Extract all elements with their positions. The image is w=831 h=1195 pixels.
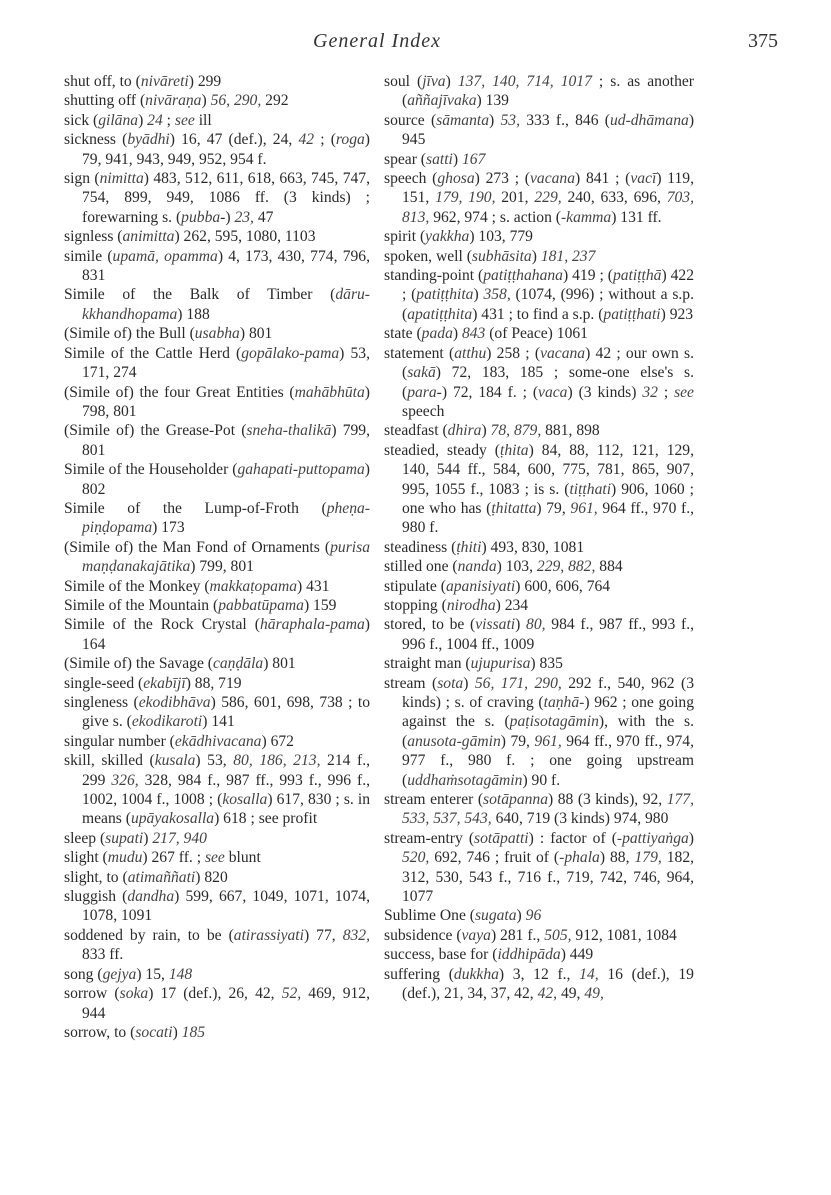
index-entry: steadied, steady (ṭhita) 84, 88, 112, 121, 129, 140, 544 ff., 584, 600, 775, 781, 865, 907, 995, 1055 f., 1083 ; is s. (tiṭṭhati) 906, 1060 ; one who has (ṭhitatta) 79, 961, 964 ff., 970 f., 980 f. (384, 441, 695, 537)
index-entry: skill, skilled (kusala) 53, 80, 186, 213, 214 f., 299 326, 328, 984 f., 987 ff., 993 f., 996 f., 1002, 1004 f., 1008 ; (kosalla) 617, 830 ; s. in means (upāyakosalla) 618 ; see profit (64, 752, 370, 828)
index-column-left (64, 72, 370, 1042)
index-entry: stream-entry (sotāpatti) : factor of (-pattiyaṅga) 520, 692, 746 ; fruit of (-phala) 88, 179, 182, 312, 530, 543 f., 716 f., 719, 742, 746, 964, 1077 (384, 829, 695, 906)
index-entry: Simile of the Mountain (pabbatūpama) 159 (64, 596, 337, 614)
page-number: 375 (748, 30, 778, 52)
index-entry: steadiness (ṭhiti) 493, 830, 1081 (384, 538, 585, 556)
index-entry: Simile of the Cattle Herd (gopālako-pama) 53, 171, 274 (64, 344, 371, 382)
index-entry: spoken, well (subhāsita) 181, 237 (384, 247, 596, 265)
index-entry: stored, to be (vissati) 80, 984 f., 987 ff., 993 f., 996 f., 1004 ff., 1009 (384, 616, 694, 653)
index-entry: straight man (ujupurisa) 835 (384, 655, 563, 673)
index-entry: source (sāmanta) 53, 333 f., 846 (ud-dhāmana) 945 (384, 111, 695, 149)
index-entry: soul (jīva) 137, 140, 714, 1017 ; s. as another (aññajīvaka) 139 (384, 73, 694, 110)
index-entry: singleness (ekodibhāva) 586, 601, 698, 738 ; to give s. (ekodikaroti) 141 (64, 694, 370, 731)
index-entry: spirit (yakkha) 103, 779 (384, 228, 533, 246)
index-entry: state (pada) 843 (of Peace) 1061 (384, 325, 588, 343)
index-entry: (Simile of) the Savage (caṇḍāla) 801 (64, 655, 296, 673)
index-entry: shut off, to (nivāreti) 299 (64, 73, 222, 90)
index-entry: steadfast (dhira) 78, 879, 881, 898 (384, 422, 600, 440)
index-entry: sorrow (soka) 17 (def.), 26, 42, 52, 469, 912, 944 (64, 985, 371, 1022)
index-entry: stipulate (apanisiyati) 600, 606, 764 (384, 577, 611, 595)
index-entry: stream enterer (sotāpanna) 88 (3 kinds), 92, 177, 533, 537, 543, 640, 719 (3 kinds) 974, 980 (384, 791, 694, 828)
page-header (0, 30, 831, 60)
index-entry: stream (sota) 56, 171, 290, 292 f., 540, 962 (3 kinds) ; s. of craving (taṇhā-) 962 ; one going against the s. (paṭisotagāmin), with the s. (anusota-gāmin) 79, 961, 964 ff., 970 ff., 974, 977 f., 980 f. ; one going upstream (uddhaṁsotagāmin) 90 f. (384, 674, 695, 789)
index-entry: suffering (dukkha) 3, 12 f., 14, 16 (def.), 19 (def.), 21, 34, 37, 42, 42, 49, 49, (384, 965, 694, 1003)
index-entry: (Simile of) the Grease-Pot (sneha-thalikā) 799, 801 (64, 422, 370, 459)
index-entry: speech (ghosa) 273 ; (vacana) 841 ; (vacī) 119, 151, 179, 190, 201, 229, 240, 633, 696, 703, 813, 962, 974 ; s. action (-kamma) 131 ff. (384, 170, 694, 226)
index-entry: sleep (supati) 217, 940 (64, 829, 207, 847)
index-entry: (Simile of) the Man Fond of Ornaments (purisa maṇḍanakajātika) 799, 801 (64, 538, 370, 576)
index-entry: sign (nimitta) 483, 512, 611, 618, 663, 745, 747, 754, 899, 949, 1086 ff. (3 kinds) ; forewarning s. (pubba-) 23, 47 (64, 170, 370, 226)
index-entry: slight, to (atimaññati) 820 (64, 868, 228, 886)
index-entry: Simile of the Rock Crystal (hāraphala-pama) 164 (64, 616, 370, 653)
index-entry: sorrow, to (socati) 185 (64, 1023, 206, 1041)
index-entry: signless (animitta) 262, 595, 1080, 1103 (64, 228, 316, 246)
index-entry: (Simile of) the Bull (usabha) 801 (64, 325, 273, 343)
index-entry: stilled one (nanda) 103, 229, 882, 884 (384, 558, 623, 576)
index-entry: (Simile of) the four Great Entities (mahābhūta) 798, 801 (64, 383, 370, 420)
index-entry: Simile of the Balk of Timber (dāru-kkhandhopama) 188 (64, 286, 370, 323)
index-entry: subsidence (vaya) 281 f., 505, 912, 1081, 1084 (384, 926, 677, 944)
index-entry: sick (gilāna) 24 ; see ill (64, 111, 212, 129)
index-entry: Simile of the Lump-of-Froth (pheṇa-piṇḍopama) 173 (64, 499, 370, 537)
running-title: General Index (313, 30, 441, 52)
index-entry: sickness (byādhi) 16, 47 (def.), 24, 42 ; (roga) 79, 941, 943, 949, 952, 954 f. (64, 131, 370, 168)
index-entry: soddened by rain, to be (atirassiyati) 77, 832, 833 ff. (64, 926, 370, 964)
index-column-right (384, 72, 694, 1004)
index-entry: success, base for (iddhipāda) 449 (384, 946, 594, 964)
index-entry: statement (atthu) 258 ; (vacana) 42 ; our own s. (sakā) 72, 183, 185 ; some-one else's s. (para-) 72, 184 f. ; (vaca) (3 kinds) 32 ; see speech (384, 344, 694, 420)
index-entry: Simile of the Monkey (makkaṭopama) 431 (64, 577, 330, 595)
index-entry: sluggish (dandha) 599, 667, 1049, 1071, 1074, 1078, 1091 (64, 888, 370, 925)
index-entry: spear (satti) 167 (384, 150, 486, 168)
index-entry: Simile of the Householder (gahapati-puttopama) 802 (64, 461, 370, 498)
index-entry: slight (mudu) 267 ff. ; see blunt (64, 849, 261, 867)
index-entry: shutting off (nivāraṇa) 56, 290, 292 (64, 92, 289, 110)
index-entry: song (gejya) 15, 148 (64, 965, 193, 983)
index-entry: Sublime One (sugata) 96 (384, 907, 542, 925)
index-entry: single-seed (ekabījī) 88, 719 (64, 674, 242, 692)
index-entry: standing-point (patiṭṭhahana) 419 ; (patiṭṭhā) 422 ; (patiṭṭhita) 358, (1074, (996) ; without a s.p. (apatiṭṭhita) 431 ; to find a s.p. (patiṭṭhati) 923 (384, 267, 695, 323)
index-entry: singular number (ekādhivacana) 672 (64, 732, 294, 750)
index-entry: stopping (nirodha) 234 (384, 596, 529, 614)
index-entry: simile (upamā, opamma) 4, 173, 430, 774, 796, 831 (64, 247, 370, 285)
